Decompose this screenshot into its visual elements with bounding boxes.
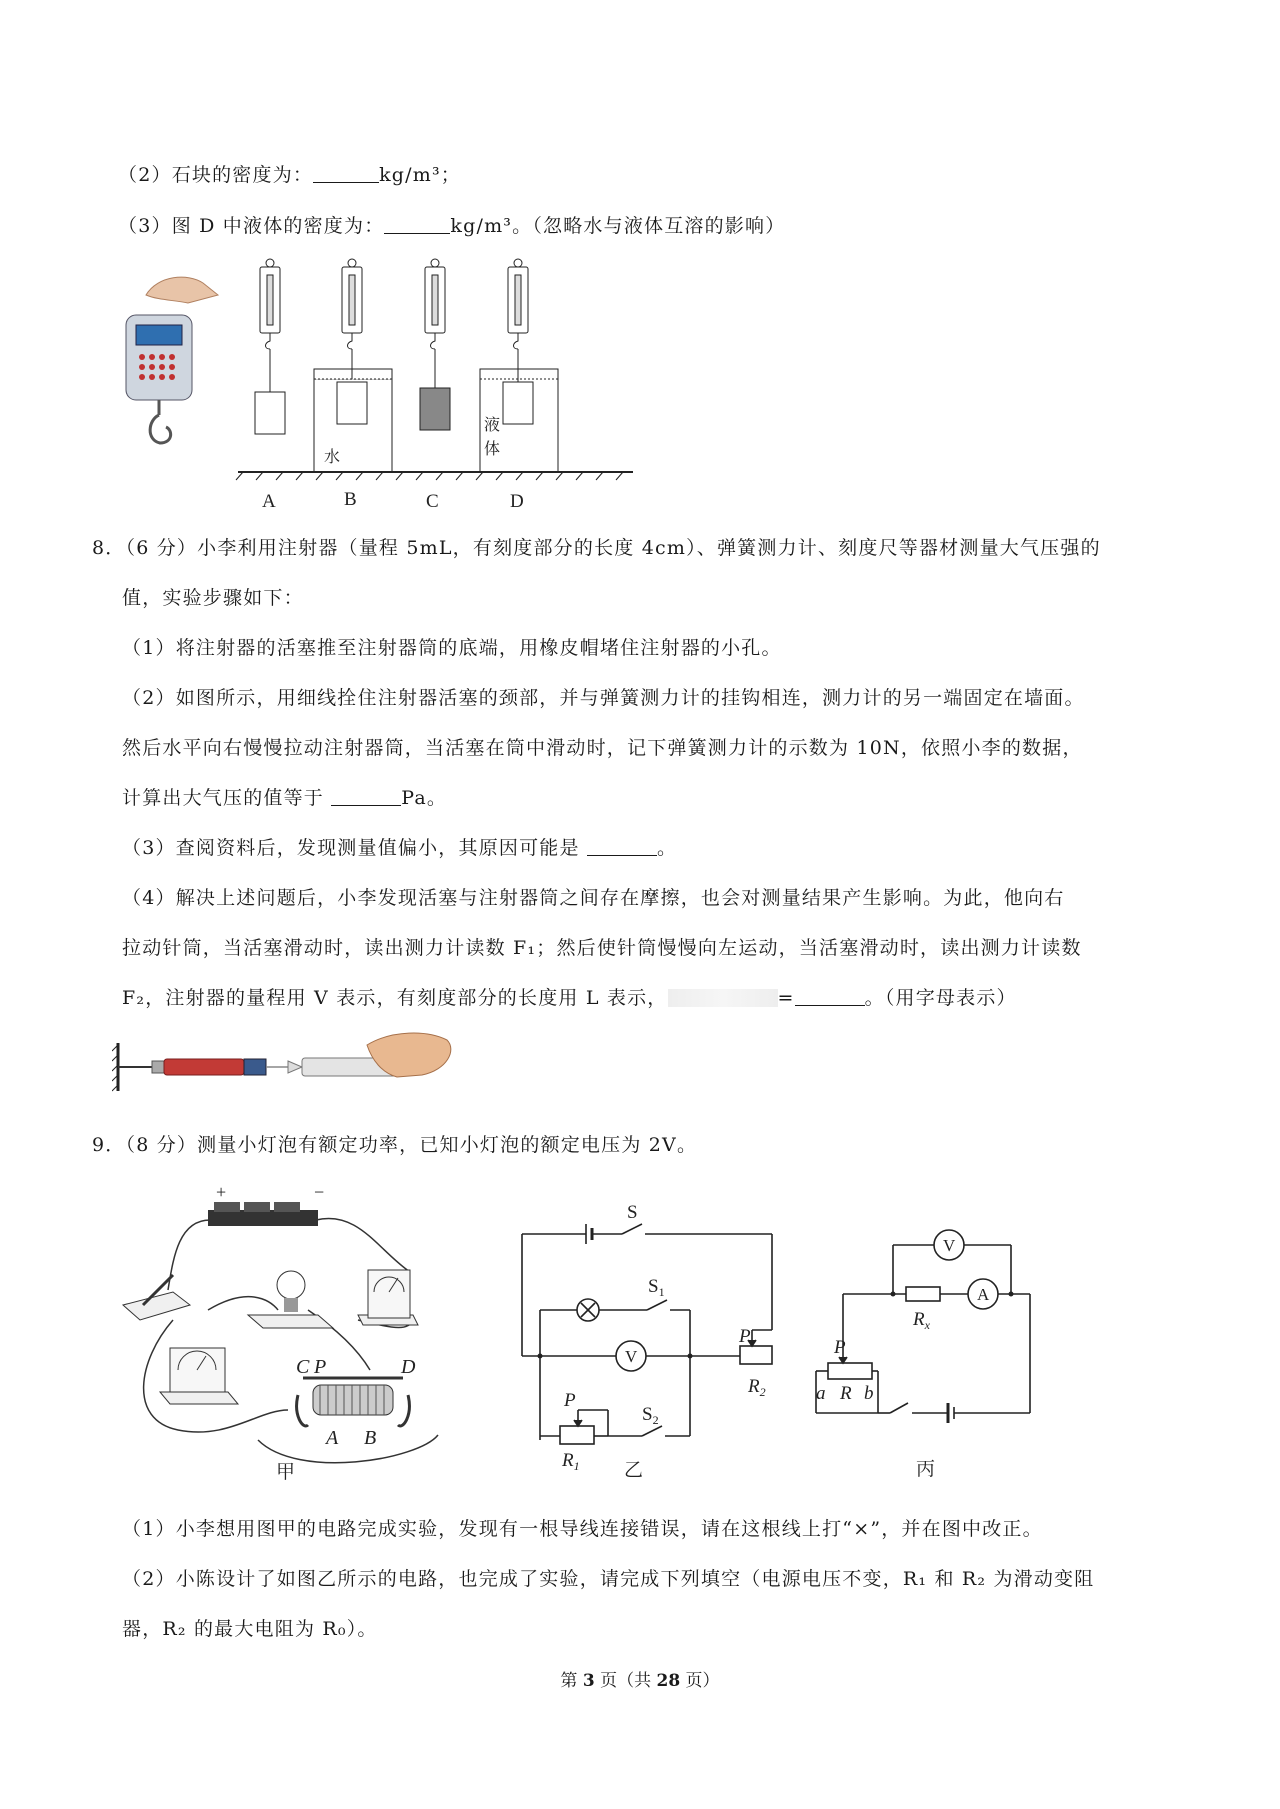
resistor-rx: $R_x$	[913, 1309, 930, 1332]
q9-line-4: 器，R₂ 的最大电阻为 R₀）。	[122, 1618, 378, 1640]
q9-line-1: 9．（8 分）测量小灯泡有额定功率，已知小灯泡的额定电压为 2V。	[92, 1134, 698, 1156]
q7-line-3: （3）图 D 中液体的密度为： kg/m³。（忽略水与液体互溶的影响）	[118, 215, 786, 237]
water-label: 水	[324, 449, 341, 466]
q8-line-4: （2）如图所示，用细线拴住注射器活塞的颈部，并与弹簧测力计的挂钩相连，测力计的另一端固定在墙面。	[122, 687, 1085, 709]
answer-blank[interactable]	[587, 836, 657, 856]
spring-scale-c	[420, 259, 450, 430]
circuit-figure-yi	[512, 1200, 792, 1480]
plus-sign: +	[216, 1182, 227, 1202]
slider-p2: P	[739, 1326, 751, 1347]
answer-blank[interactable]	[384, 214, 450, 234]
q9-line-3: （2）小陈设计了如图乙所示的电路，也完成了实验，请完成下列填空（电源电压不变，R₁ 和 R₂ 为滑动变阻	[122, 1568, 1095, 1590]
ammeter	[160, 1348, 238, 1404]
q8-line-7: （3）查阅资料后，发现测量值偏小，其原因可能是 。	[122, 837, 678, 859]
resistor-r2: $R_2$	[748, 1376, 766, 1399]
syringe-figure	[112, 1025, 462, 1105]
rheostat-r: R	[840, 1383, 852, 1404]
q7-line-2: （2）石块的密度为： kg/m³；	[118, 164, 462, 186]
caption-bing: 丙	[916, 1459, 936, 1480]
resistor-r1: $R_1$	[562, 1450, 580, 1473]
spring-scale-a	[255, 259, 285, 434]
voltmeter-v: V	[625, 1347, 638, 1366]
ammeter-a: A	[977, 1285, 990, 1304]
q8-line-2: 值，实验步骤如下：	[122, 587, 304, 609]
knife-switch	[123, 1275, 190, 1320]
page-number: 3	[582, 1671, 595, 1691]
terminal-p: P	[314, 1356, 327, 1378]
voltmeter	[358, 1270, 418, 1325]
terminal-c: C	[296, 1356, 310, 1378]
voltmeter-v: V	[943, 1236, 956, 1255]
caption-yi: 乙	[624, 1460, 644, 1480]
switch-s1: $S_1$	[648, 1276, 665, 1299]
label-a: A	[262, 491, 276, 512]
answer-blank[interactable]	[313, 163, 379, 183]
label-c: C	[426, 491, 439, 512]
rheostat	[297, 1378, 410, 1426]
q8-line-6: 计算出大气压的值等于 Pa。	[122, 787, 448, 809]
total-pages: 28	[656, 1671, 681, 1691]
battery	[208, 1202, 318, 1226]
answer-blank[interactable]	[795, 986, 865, 1006]
label-d: D	[510, 491, 524, 512]
slider-p: P	[834, 1337, 846, 1358]
bulb	[248, 1271, 333, 1328]
q8-line-1: 8．（6 分）小李利用注射器（量程 5mL，有刻度部分的长度 4cm）、弹簧测力计、刻度尺等器材测量大气压强的	[92, 537, 1101, 559]
q8-line-10: F₂，注射器的量程用 V 表示，有刻度部分的长度用 L 表示， = 。（用字母表示）	[122, 987, 1017, 1009]
liquid-label-2: 体	[484, 441, 501, 458]
spring-scale-b	[314, 259, 392, 472]
q8-line-9: 拉动针筒，当活塞滑动时，读出测力计读数 F₁；然后使针筒慢慢向左运动，当活塞滑动时，读出测力计读数	[122, 937, 1082, 959]
switch-s2: $S_2$	[642, 1404, 659, 1427]
switch-s: S	[627, 1202, 638, 1223]
digital-scale-photo	[126, 277, 218, 443]
answer-blank[interactable]	[331, 786, 401, 806]
spring-scale-figure	[118, 255, 638, 515]
q8-line-5: 然后水平向右慢慢拉动注射器筒，当活塞在筒中滑动时，记下弹簧测力计的示数为 10N，依照小李的数据，	[122, 737, 1083, 759]
terminal-b: B	[364, 1427, 377, 1449]
slider-p1: P	[564, 1390, 576, 1411]
minus-sign: −	[314, 1182, 325, 1202]
q9-line-2: （1）小李想用图甲的电路完成实验，发现有一根导线连接错误，请在这根线上打“×”，并在图中改正。	[122, 1518, 1043, 1540]
terminal-a: A	[326, 1427, 339, 1449]
circuit-figure-bing	[808, 1225, 1068, 1485]
q8-line-8: （4）解决上述问题后，小李发现活塞与注射器筒之间存在摩擦，也会对测量结果产生影响。为此，他向右	[122, 887, 1065, 909]
terminal-d: D	[401, 1356, 416, 1378]
liquid-label-1: 液	[484, 417, 501, 434]
end-a: a	[816, 1383, 826, 1404]
circuit-figure-jia	[118, 1180, 478, 1480]
label-b: B	[344, 489, 357, 510]
end-b: b	[864, 1383, 874, 1404]
blurred-expression	[668, 989, 778, 1007]
caption-jia: 甲	[276, 1462, 296, 1480]
page-footer: 第 3 页（共 28 页）	[560, 1671, 720, 1691]
q8-line-3: （1）将注射器的活塞推至注射器筒的底端，用橡皮帽堵住注射器的小孔。	[122, 637, 782, 659]
